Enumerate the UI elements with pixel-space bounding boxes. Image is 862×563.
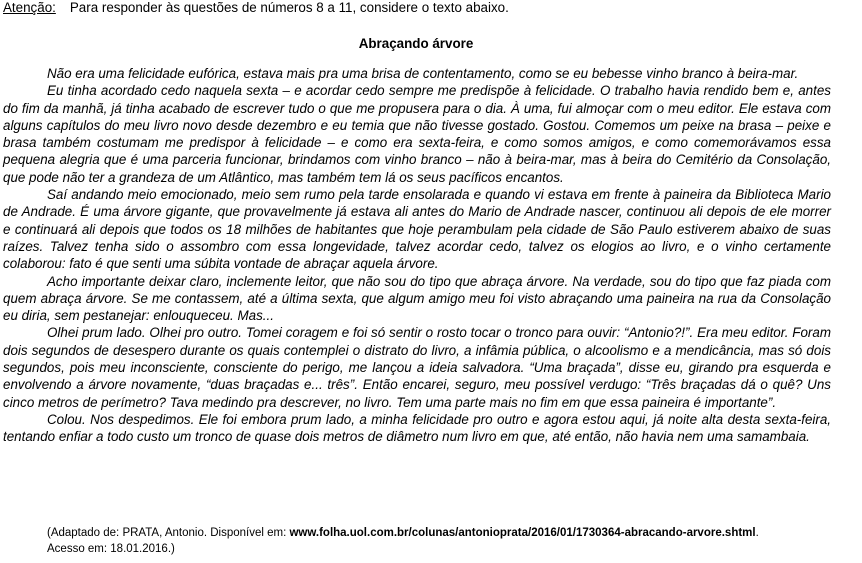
paragraph-2: Eu tinha acordado cedo naquela sexta – e acordar cedo sempre me predispõe à felicidade. O trabalho havia rendido bem e, antes do fim da manhã, já tinha acabado de escrever tudo o que me propusera para o dia. À uma, fui almoçar com o meu editor. Ele estava com alguns capítulos do meu livro novo desde dezembro e eu temia que não tivesse gostado. Gostou. Comemos um peixe na brasa – peixe e brasa também costumam me predispor à felicidade – e como era sexta-feira, e como somos amigos, e como comemorávamos essa pequena alegria que é uma parceria funcionar, brindamos com vinho branco – não à beira-mar, mas à beira do Cemitério da Consolação, que pode não ter a grandeza de um Atlântico, mas também tem lá os seus pacíficos encantos.	[3, 83, 831, 185]
instruction-header	[3, 0, 509, 16]
instruction-text: Para responder às questões de números 8 a 11, considere o texto abaixo.	[69, 0, 509, 15]
article-body	[3, 65, 831, 446]
text-title: Abraçando árvore	[358, 36, 474, 51]
attention-label: Atenção:	[3, 0, 56, 15]
source-prefix: (Adaptado de: PRATA, Antonio. Disponível em:	[47, 527, 290, 539]
source-url: www.folha.uol.com.br/colunas/antonioprata/2016/01/1730364-abracando-arvore.shtml	[289, 527, 756, 539]
paragraph-5: Olhei prum lado. Olhei pro outro. Tomei coragem e foi só sentir o rosto tocar o tronco para ouvir: “Antonio?!”. Era meu editor. Foram dois segundos de desespero durante os quais contemplei o distrato do livro, a infâmia pública, o alcoolismo e a mendicância, mas só dois segundos, pois meu inconsciente, consciente do perigo, me lançou a ideia salvadora. “Uma braçada”, disse eu, girando pra esquerda e envolvendo a árvore novamente, “duas braçadas e... três”. Então encarei, seguro, meu possível verdugo: “Três braçadas dá o quê? Uns cinco metros de perímetro? Tava medindo pra descrever, no livro. Tem uma parte mais no fim em que essa paineira é importante”.	[3, 325, 831, 410]
paragraph-4: Acho importante deixar claro, inclemente leitor, que não sou do tipo que abraça árvore. Na verdade, sou do tipo que faz piada com quem abraça árvore. Se me contassem, até a última sexta, que algum amigo meu foi visto abraçando uma paineira na rua da Consolação eu diria, sem pestanejar: enlouqueceu. Mas...	[3, 273, 831, 324]
source-citation	[47, 526, 837, 557]
paragraph-1: Não era uma felicidade eufórica, estava mais pra uma brisa de contentamento, como se eu bebesse vinho branco à beira-mar.	[47, 66, 799, 81]
paragraph-6: Colou. Nos despedimos. Ele foi embora prum lado, a minha felicidade pro outro e agora estou aqui, já noite alta desta sexta-feira, tentando enfiar a todo custo um tronco de quase dois metros de diâmetro num livro em que, até então, não havia nem uma samambaia.	[3, 411, 831, 445]
source-access-date: Acesso em: 18.01.2016.)	[47, 542, 175, 555]
paragraph-3: Saí andando meio emocionado, meio sem rumo pela tarde ensolarada e quando vi estava em frente à paineira da Biblioteca Mario de Andrade. É uma árvore gigante, que provavelmente já estava ali antes do Mario de Andrade nascer, continuou ali depois de ele morrer e continuará ali depois que todos os 18 milhões de habitantes que hoje perambulam pela cidade de São Paulo estiverem abaixo de suas raízes. Talvez tenha sido o assombro com essa longevidade, talvez acordar cedo, talvez os elogios ao livro, e o vinho certamente colaborou: fato é que senti uma súbita vontade de abraçar aquela árvore.	[3, 187, 831, 272]
source-suffix: .	[755, 527, 759, 539]
